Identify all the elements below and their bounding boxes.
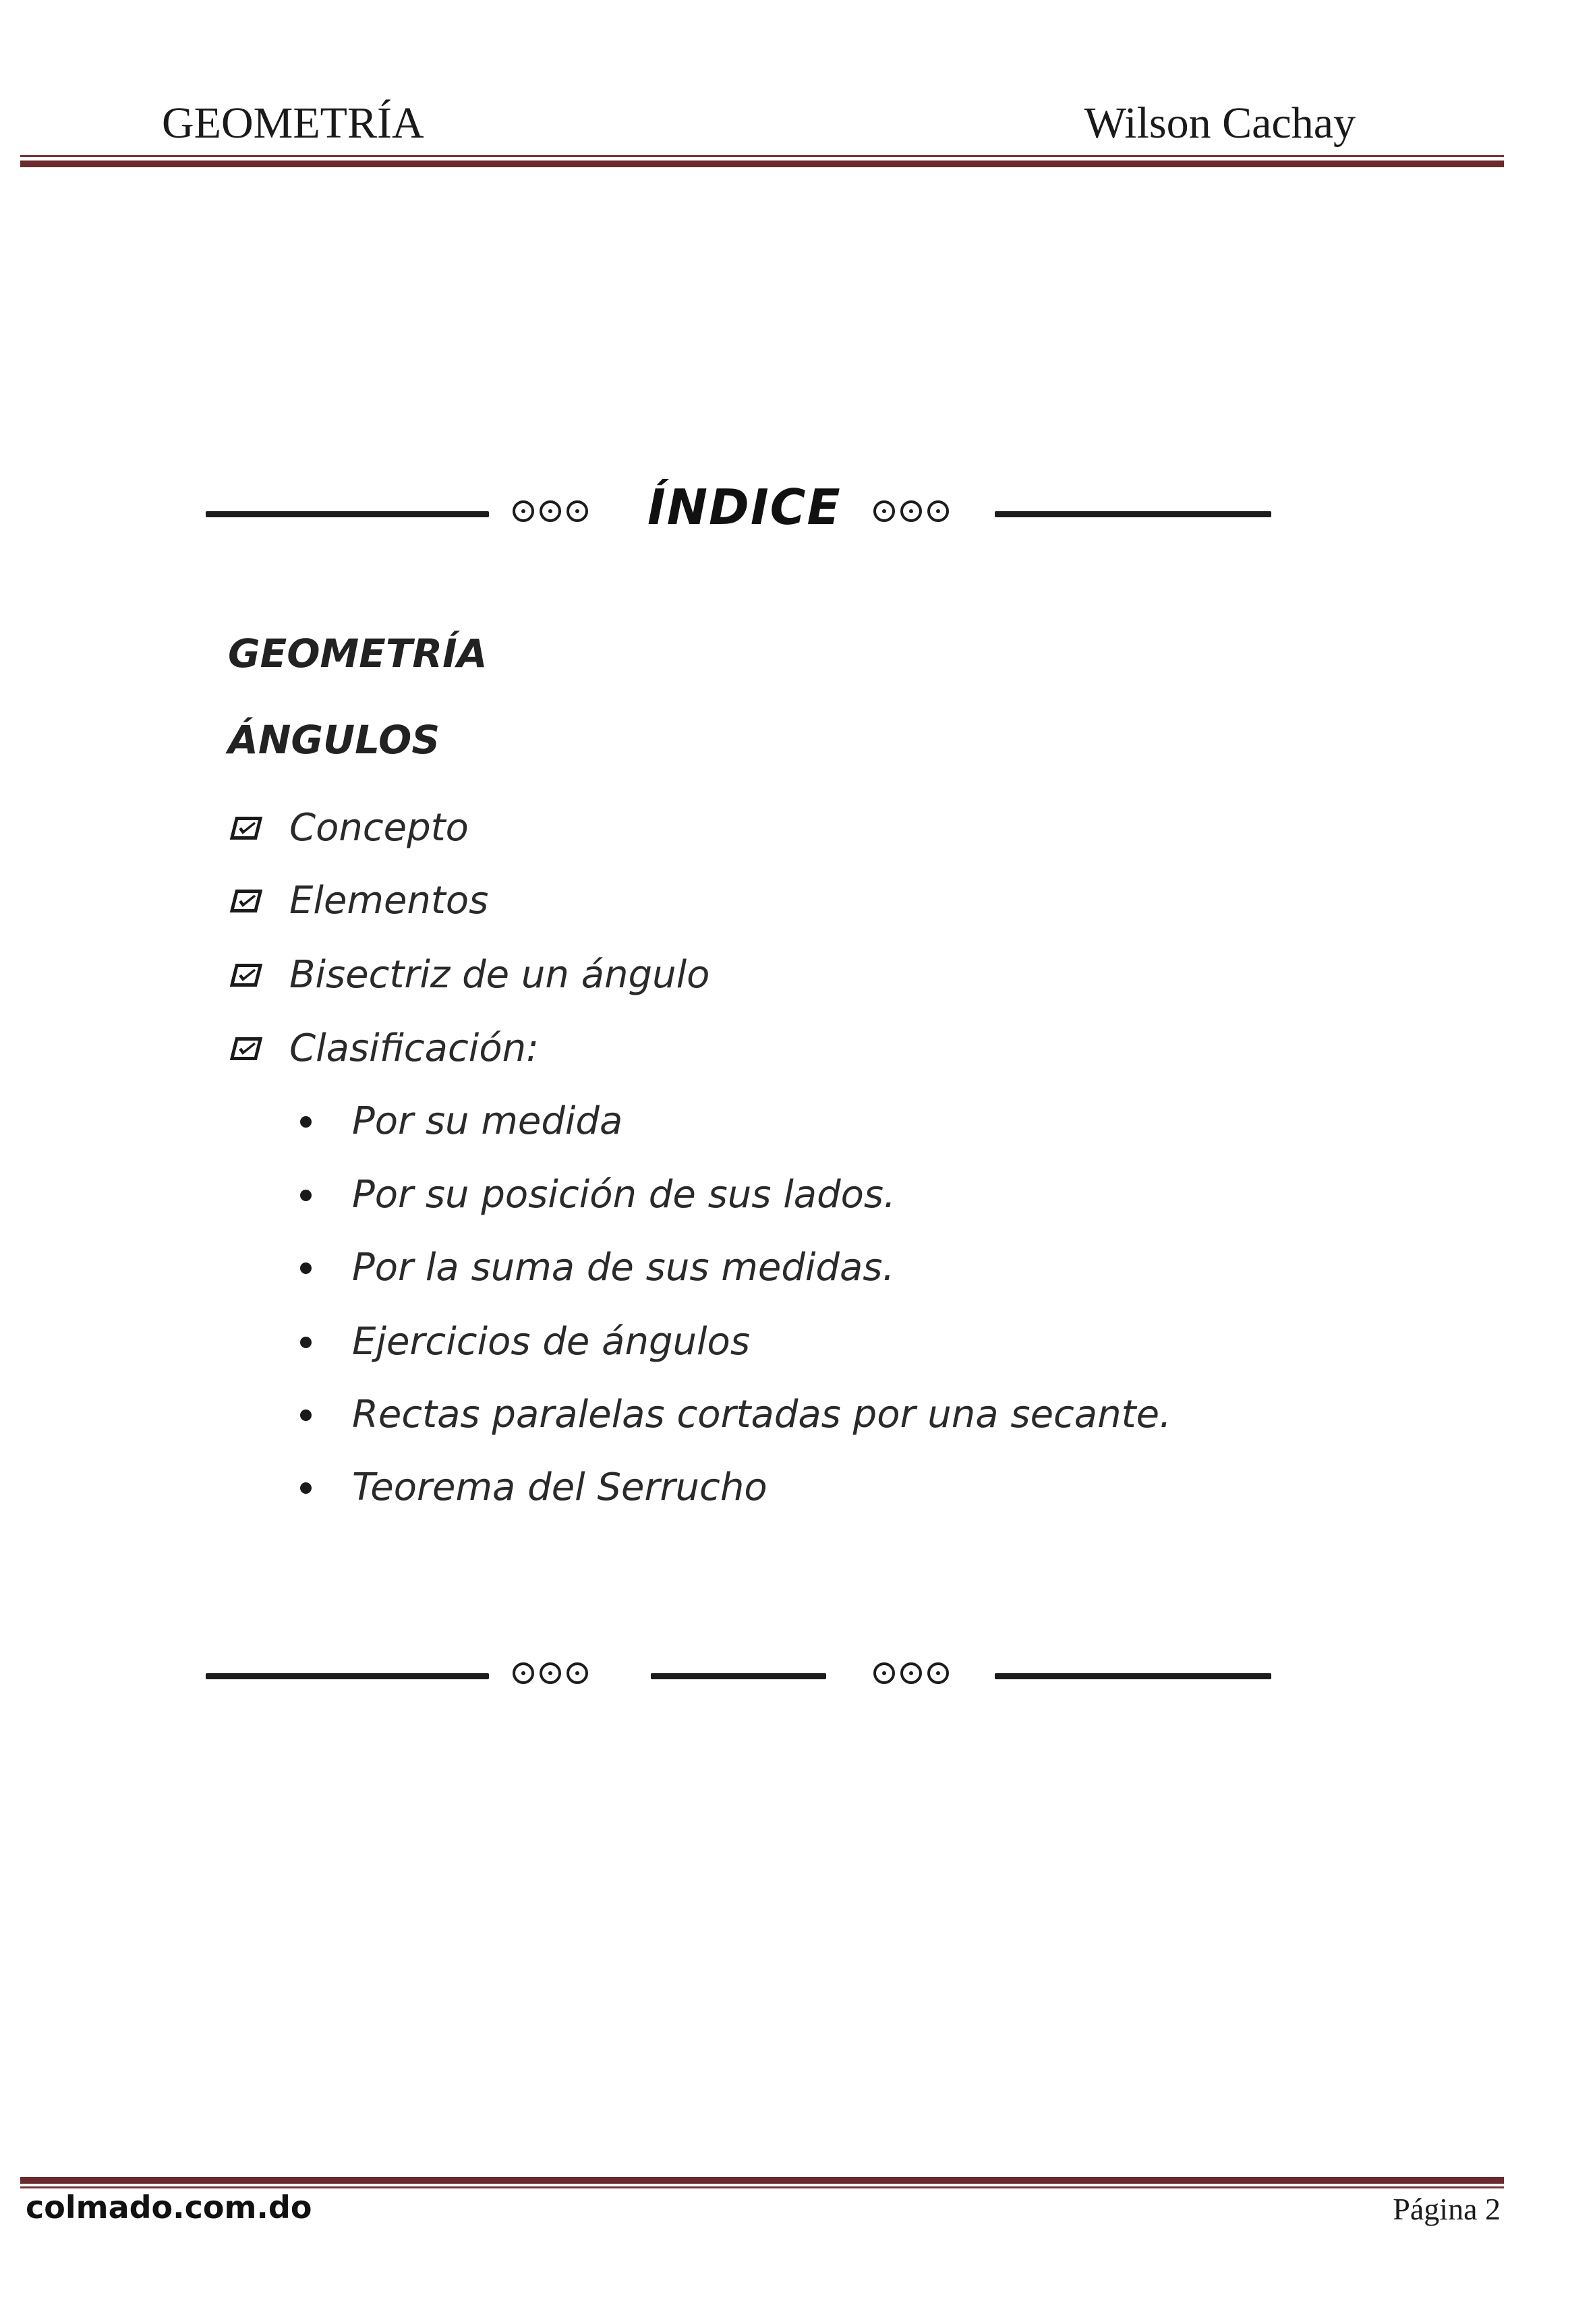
ornament-icon-group-right: [873, 500, 949, 522]
bullet-icon: [300, 1190, 312, 1201]
circle-dot-icon: [567, 500, 588, 522]
header-author: Wilson Cachay: [1084, 98, 1356, 148]
circle-dot-icon: [513, 500, 534, 522]
list-item: [300, 1246, 895, 1289]
checkbox-checked-icon: [230, 890, 262, 912]
list-item: [300, 1173, 896, 1217]
checkbox-checked-icon: [230, 1037, 262, 1060]
bullet-icon: [300, 1482, 312, 1494]
circle-dot-icon: [900, 500, 922, 522]
ornament-icon-group-left: [513, 500, 588, 522]
checkbox-checked-icon: [230, 817, 262, 840]
list-item-label: Ejercicios de ángulos: [352, 1320, 750, 1364]
header-title: GEOMETRÍA: [162, 98, 424, 148]
circle-dot-icon: [900, 1662, 922, 1684]
circle-dot-icon: [540, 1662, 561, 1684]
bullet-icon: [300, 1337, 312, 1348]
ornament-icon-group-right: [873, 1662, 949, 1684]
checklist-item: [233, 1026, 539, 1070]
bullet-icon: [300, 1262, 312, 1274]
checklist-item-label: Elementos: [289, 879, 489, 923]
circle-dot-icon: [513, 1662, 534, 1684]
header-rule-thick: [20, 161, 1504, 167]
index-title: ÍNDICE: [647, 479, 842, 535]
checklist-item: [233, 879, 489, 923]
divider-bar-left: [206, 511, 489, 517]
footer-site-link[interactable]: colmado.com.do: [26, 2189, 312, 2226]
checklist-item-label: Clasificación:: [289, 1026, 539, 1070]
index-title-divider: [206, 479, 1271, 541]
header-rule-thin: [20, 155, 1504, 157]
topic-heading: ÁNGULOS: [228, 717, 440, 763]
closing-divider: [206, 1649, 1271, 1703]
subject-heading: GEOMETRÍA: [228, 631, 488, 676]
circle-dot-icon: [927, 500, 949, 522]
divider-bar-left: [206, 1673, 489, 1679]
checklist-item: [233, 806, 469, 850]
bullet-icon: [300, 1410, 312, 1421]
circle-dot-icon: [873, 1662, 895, 1684]
divider-bar-right: [995, 1673, 1271, 1679]
list-item-label: Por la suma de sus medidas.: [352, 1246, 895, 1289]
list-item: [300, 1099, 623, 1143]
footer-rule-thin: [20, 2186, 1504, 2188]
divider-bar-right: [995, 511, 1271, 517]
divider-bar-center: [651, 1673, 826, 1679]
circle-dot-icon: [540, 500, 561, 522]
list-item: [300, 1393, 1171, 1436]
checklist-item-label: Concepto: [289, 806, 469, 850]
circle-dot-icon: [567, 1662, 588, 1684]
circle-dot-icon: [927, 1662, 949, 1684]
list-item-label: Por su posición de sus lados.: [352, 1173, 896, 1217]
list-item-label: Rectas paralelas cortadas por una secante.: [352, 1393, 1171, 1436]
bullet-icon: [300, 1116, 312, 1128]
page-number: Página 2: [1393, 2192, 1501, 2226]
checklist-item-label: Bisectriz de un ángulo: [289, 953, 710, 997]
checklist-item: [233, 953, 710, 997]
list-item-label: Por su medida: [352, 1099, 623, 1143]
footer-rule-thick: [20, 2177, 1504, 2184]
ornament-icon-group-left: [513, 1662, 588, 1684]
list-item: [300, 1465, 767, 1509]
circle-dot-icon: [873, 500, 895, 522]
list-item-label: Teorema del Serrucho: [352, 1465, 767, 1509]
list-item: [300, 1320, 750, 1364]
checkbox-checked-icon: [230, 964, 262, 987]
